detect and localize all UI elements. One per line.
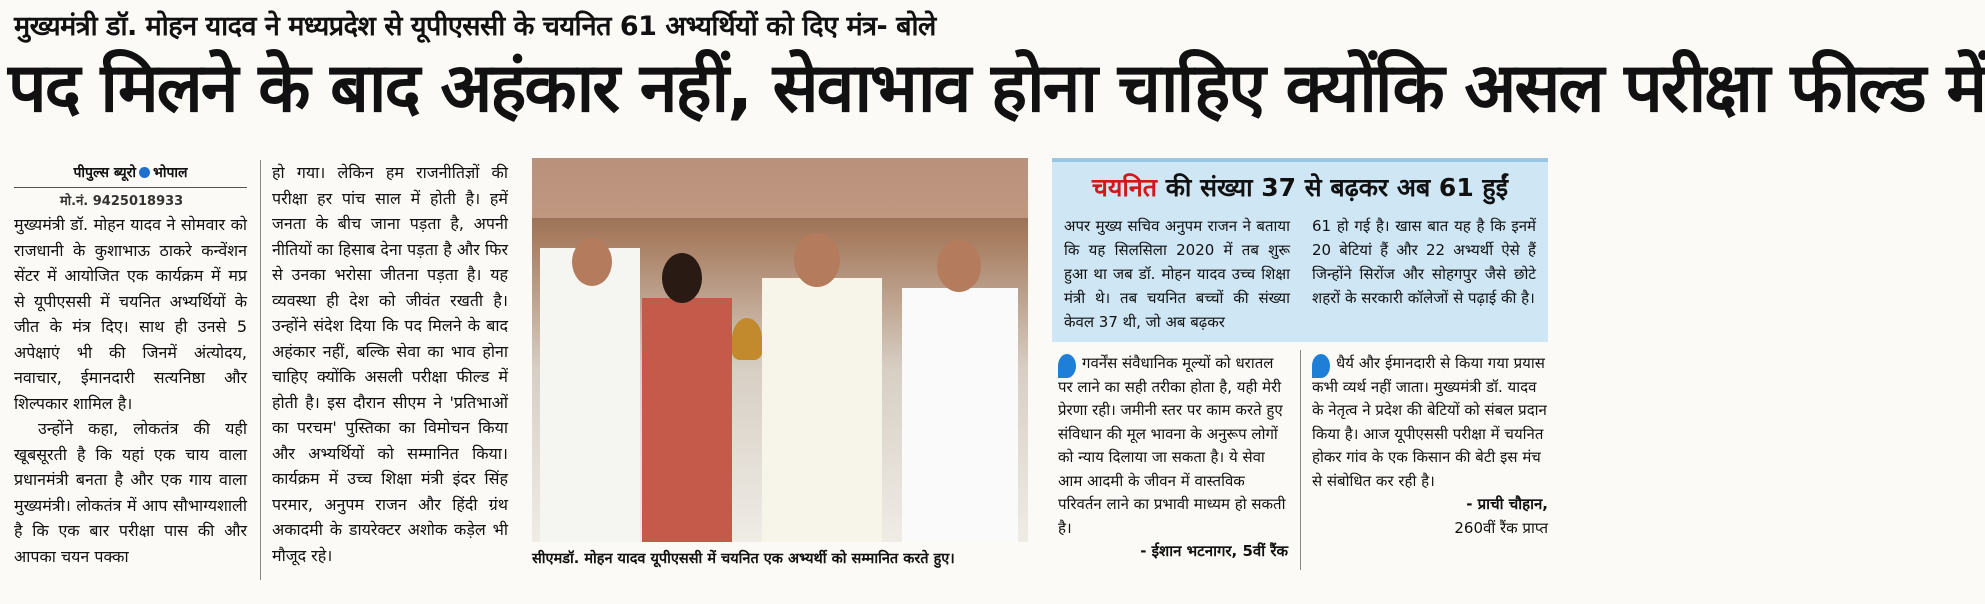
- info-box-column-1: अपर मुख्य सचिव अनुपम राजन ने बताया कि यह सिलसिला 2020 में तब शुरू हुआ था जब डॉ. मोहन यादव उच्च शिक्षा मंत्री थे। तब चयनित बच्चों की संख्या केवल 37 थी, जो अब बढ़कर: [1064, 217, 1290, 331]
- quote-text: गवर्नेंस संवैधानिक मूल्यों को धरातल पर लाने का सही तरीका होता है, यही मेरी प्रेरणा रही। जमीनी स्तर पर काम करते हुए संविधान की मूल भावना के अनुरूप लोगों को न्याय दिलाया जा सकता है। ये सेवा आम आदमी के जीवन में वास्तविक परिवर्तन लाने का प्रभावी माध्यम हो सकती है।: [1058, 354, 1286, 537]
- quote-rank: 260वीं रैंक प्राप्त: [1454, 518, 1548, 537]
- main-headline: पद मिलने के बाद अहंकार नहीं, सेवाभाव होना चाहिए क्योंकि असल परीक्षा फील्ड में: [8, 49, 1985, 128]
- info-box: [1052, 158, 1548, 342]
- kicker-headline: मुख्यमंत्री डॉ. मोहन यादव ने मध्यप्रदेश से यूपीएससी के चयनित 61 अभ्यर्थियों को दिए मंत्र- बोले: [14, 11, 936, 42]
- photo-person: [540, 248, 640, 542]
- byline-mobile: मो.नं. 9425018933: [60, 194, 184, 209]
- info-box-title-highlight: चयनित: [1092, 173, 1157, 202]
- byline-place: भोपाल: [152, 165, 188, 181]
- photo-backdrop: [532, 158, 1028, 218]
- photo-head: [937, 240, 981, 292]
- photo-person: [902, 288, 1018, 542]
- photo-person: [762, 278, 882, 542]
- column-divider: [260, 160, 261, 580]
- event-photo: [532, 158, 1028, 542]
- quote-ishan: [1058, 352, 1288, 564]
- photo-caption: सीएमडॉ. मोहन यादव यूपीएससी में चयनित एक अभ्यर्थी को सम्मानित करते हुए।: [532, 551, 955, 567]
- quote-attribution: - ईशान भटनागर, 5वीं रैंक: [1140, 542, 1288, 560]
- photo-person: [642, 298, 732, 542]
- bullet-dot-icon: [139, 167, 150, 178]
- article-column-2: [272, 160, 508, 568]
- quote-icon: [1058, 354, 1076, 378]
- photo-head: [662, 253, 702, 303]
- info-box-title: [1052, 170, 1548, 204]
- column-divider: [1300, 350, 1301, 570]
- award-trophy: [732, 318, 762, 360]
- article-column-1: [14, 212, 247, 569]
- article-paragraph: मुख्यमंत्री डॉ. मोहन यादव ने सोमवार को राजधानी के कुशाभाऊ ठाकरे कन्वेंशन सेंटर में आयोजित एक कार्यक्रम में मप्र से यूपीएससी में चयनित अभ्यर्थियों के जीत के मंत्र दिए। साथ ही उनसे 5 अपेक्षाएं भी की जिनमें अंत्योदय, नवाचार, ईमानदारी सत्यनिष्ठा और शिल्पकार शामिल है।: [14, 215, 247, 413]
- quote-text: धैर्य और ईमानदारी से किया गया प्रयास कभी व्यर्थ नहीं जाता। मुख्यमंत्री डॉ. यादव के नेतृत्व ने प्रदेश की बेटियों को संबल प्रदान किया है। आज यूपीएससी परीक्षा में चयनित होकर गांव के एक किसान की बेटी इस मंच से संबोधित कर रही है।: [1312, 354, 1547, 490]
- info-box-title-rest: की संख्या 37 से बढ़कर अब 61 हुईं: [1156, 173, 1508, 202]
- quote-prachi: [1312, 352, 1548, 540]
- article-paragraph: हो गया। लेकिन हम राजनीतिज्ञों की परीक्षा हर पांच साल में होती है। हमें जनता के बीच जाना पड़ता है, अपनी नीतियों का हिसाब देना पड़ता है और फिर से उनका भरोसा जीतना पड़ता है। यह व्यवस्था ही देश को जीवंत रखती है। उन्होंने संदेश दिया कि पद मिलने के बाद अहंकार नहीं, बल्कि सेवा का भाव होना चाहिए क्योंकि असली परीक्षा फील्ड में होती है। इस दौरान सीएम ने 'प्रतिभाओं का परचम' पुस्तिका का विमोचन किया और अभ्यर्थियों को सम्मानित किया। कार्यक्रम में उच्च शिक्षा मंत्री इंदर सिंह परमार, अनुपम राजन और हिंदी ग्रंथ अकादमी के डायरेक्टर अशोक कड़ेल भी मौजूद रहे।: [272, 163, 508, 565]
- quote-attribution: - प्राची चौहान,: [1466, 495, 1548, 513]
- quote-icon: [1312, 354, 1330, 378]
- byline: [14, 163, 247, 188]
- info-box-column-2: 61 हो गई है। खास बात यह है कि इनमें 20 बेटियां हैं और 22 अभ्यर्थी ऐसे हैं जिन्होंने सिरोंज और सोहगपुर जैसे छोटे शहरों के सरकारी कॉलेजों से पढ़ाई की है।: [1312, 217, 1536, 307]
- photo-head: [794, 233, 840, 287]
- byline-source: पीपुल्स ब्यूरो: [73, 165, 136, 181]
- article-paragraph: उन्होंने कहा, लोकतंत्र की यही खूबसूरती है कि यहां एक चाय वाला प्रधानमंत्री बनता है और एक गाय वाला मुख्यमंत्री। लोकतंत्र में आप सौभाग्यशाली है कि एक बार परीक्षा पास की और आपका चयन पक्का: [14, 419, 247, 566]
- photo-head: [572, 238, 612, 286]
